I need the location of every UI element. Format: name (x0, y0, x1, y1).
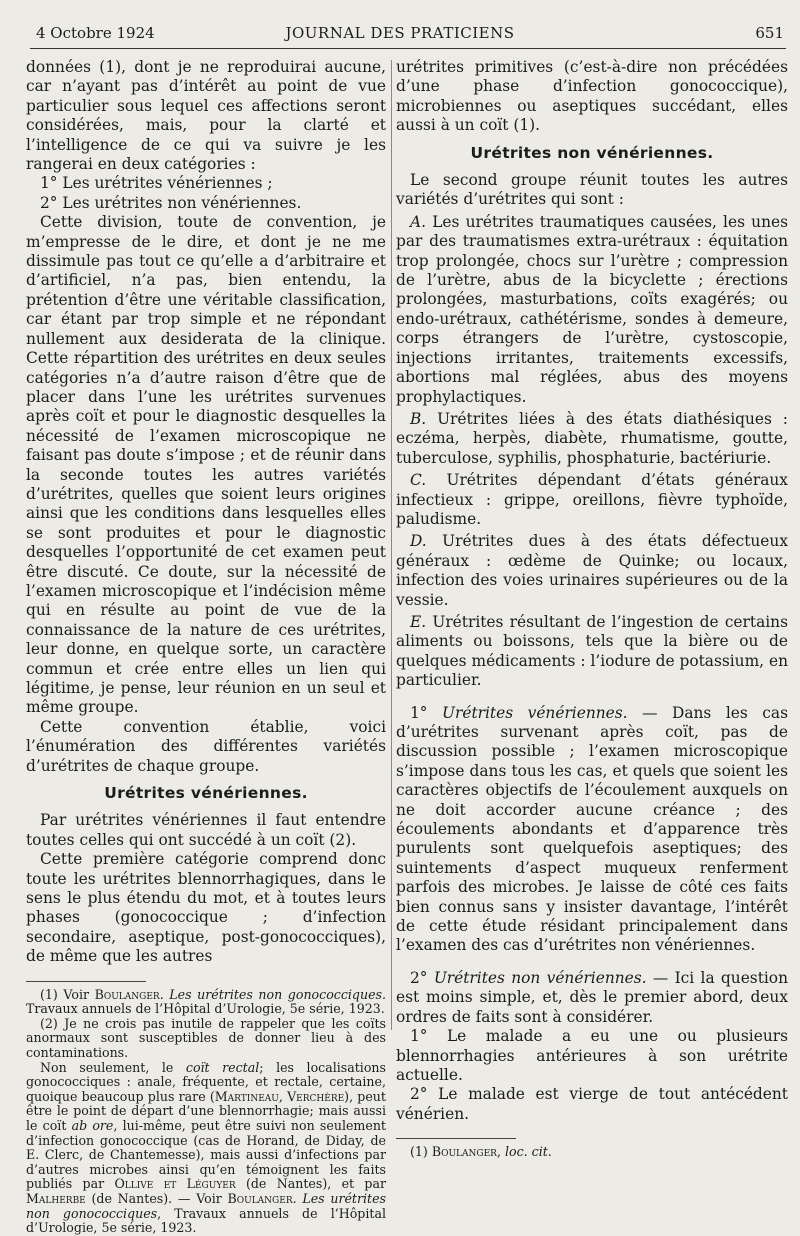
list-item-a: A. Les urétrites traumatiques causées, les unes par des traumatismes extra-urétraux : équitation trop prolongée, chocs sur l’urètre ; compression de l’urètre, abus de la bicyclette ; érections prolongées, masturbations, coïts exagérés; ou endo-urétraux, cathétérisme, sondes à demeure, corps étrangers de l’urètre, cystoscopie, injections irritantes, traitements excessifs, abortions mal réglées, abus des moyens prophylactiques. (396, 212, 788, 406)
list-item: 1° Les urétrites vénériennes ; (40, 174, 273, 193)
list-item: 2° Le malade est vierge de tout antécédent vénérien. (396, 1085, 788, 1123)
paragraph: Cette convention établie, voici l’énumération des différentes variétés d’urétrites de chaque groupe. (26, 717, 386, 775)
footnote: (2) Je ne crois pas inutile de rappeler que les coïts anormaux sont susceptibles de donner lieu à des contaminations. (26, 1015, 386, 1061)
section-heading: Urétrites vénériennes. (104, 784, 308, 803)
footnote: Non seulement, le coït rectal; les localisations gonococciques : anale, fréquente, et rectale, certaine, quoique beaucoup plus rare (Martineau, Verchère), peut être le point de départ d’une blennorrhagie; mais aussi le coït ab ore, lui-même, peut être suivi non seulement d’infection gonococcique (cas de Horand, de Diday, de E. Clerc, de Chantemesse), mais aussi d’infections par d’autres microbes ainsi qu’en témoignent les faits publiés par Ollive et Léguyer (de Nantes), et par Malherbe (de Nantes). — Voir Boulanger. Les urétrites non gonococciques, Travaux annuels de l’Hôpital d’Urologie, 5e série, 1923. (26, 1059, 386, 1236)
list-item-c: C. Urétrites dépendant d’états généraux infectieux : grippe, oreillons, fièvre typhoïde, paludisme. (396, 471, 788, 528)
footnote: (1) Voir Boulanger. Les urétrites non gonococciques. Travaux annuels de l’Hôpital d’Urologie, 5e série, 1923. (26, 986, 387, 1017)
footnote: (1) Boulanger, loc. cit. (410, 1144, 552, 1160)
header-rule (30, 48, 786, 49)
paragraph: Cette division, toute de convention, je m’empresse de le dire, et dont je ne me dissimule pas tout ce qu’elle a d’arbitraire et d’artificiel, n’a pas, bien entendu, la prétention d’être une véritable classification, car étant par trop simple et ne répondant nullement aux desiderata de la clinique. Cette répartition des urétrites en deux seules catégories n’a d’autre raison d’être que de placer dans l’une les urétrites survenues après coït et pour le diagnostic desquelles la nécessité de l’examen microscopique ne faisant pas doute s’impose ; et de réunir dans la seconde toutes les autres variétés d’urétrites, quelles que soient leurs origines ainsi que les conditions dans lesquelles elles se sont produites et pour le diagnostic desquelles l’opportunité de cet examen peut être discuté. Ce doute, sur la nécessité de l’examen microscopique et l’indécision même qui en résulte au point de vue de la connaissance de la nature de ces urétrites, leur donne, en quelque sorte, un caractère commun et crée entre elles un lien qui légitime, je pense, leur réunion en un seul et même groupe. (26, 213, 386, 717)
paragraph: Cette première catégorie comprend donc toute les urétrites blennorrhagiques, dans le sens le plus étendu du mot, et à toutes leurs phases (gonococcique ; d’infection secondaire, aseptique, post-gonococciques), de même que les autres (26, 850, 386, 966)
paragraph: données (1), dont je ne reproduirai aucune, car n’ayant pas d’intérêt au point de vue particulier sous lequel ces affections seront considérées, mais, pour la clarté et l’intelligence de ce qui va suivre je les rangerai en deux catégories : (26, 58, 386, 174)
paragraph: urétrites primitives (c’est-à-dire non précédées d’une phase d’infection gonococcique), microbiennes ou aseptiques succédant, elles aussi à un coït (1). (396, 58, 788, 135)
list-item: 2° Les urétrites non vénériennes. (40, 193, 302, 212)
list-item-d: D. Urétrites dues à des états défectueux généraux : œdème de Quinke; ou locaux, infection des voies urinaires supérieures ou de la vessie. (396, 532, 788, 609)
section-heading: Urétrites non vénériennes. (470, 143, 714, 162)
subsection-non-veneriennes: 2° Urétrites non vénériennes. — Ici la question est moins simple, et, dès le premier abord, deux ordres de faits sont à considérer. (396, 968, 788, 1026)
left-column (26, 58, 386, 1236)
column-divider (391, 60, 392, 1030)
right-column (396, 58, 788, 1160)
paragraph: Par urétrites vénériennes il faut entendre toutes celles qui ont succédé à un coït (2). (26, 811, 386, 849)
header-journal-title: JOURNAL DES PRATICIENS (285, 24, 515, 42)
paragraph: Le second groupe réunit toutes les autres variétés d’urétrites qui sont : (396, 171, 788, 209)
header-page-number: 651 (755, 24, 784, 42)
header-date: 4 Octobre 1924 (36, 24, 155, 42)
footnote-rule (396, 1138, 516, 1139)
list-item-b: B. Urétrites liées à des états diathésiques : eczéma, herpès, diabète, rhumatisme, goutte, tuberculose, syphilis, phosphaturie, bactériurie. (396, 409, 788, 467)
page-header (30, 24, 784, 46)
list-item-e: E. Urétrites résultant de l’ingestion de certains aliments ou boissons, tels que la bière ou de quelques médicaments : l’iodure de potassium, en particulier. (396, 612, 788, 690)
footnote-rule (26, 981, 146, 982)
subsection-veneriennes: 1° Urétrites vénériennes. — Dans les cas d’urétrites survenant après coït, pas de discussion possible ; l’examen microscopique s’impose dans tous les cas, et quels que soient les caractères objectifs de l’écoulement auxquels on ne doit accorder aucune créance ; des écoulements abondants et d’apparence très purulents sont quelquefois aseptiques; des suintements d’aspect muqueux renferment parfois des microbes. Je laisse de côté ces faits bien connus sans y insister davantage, l’intérêt de cette étude résidant principalement dans l’examen des cas d’urétrites non vénériennes. (396, 703, 788, 955)
list-item: 1° Le malade a eu une ou plusieurs blennorrhagies antérieures à son urétrite actuelle. (396, 1027, 788, 1084)
